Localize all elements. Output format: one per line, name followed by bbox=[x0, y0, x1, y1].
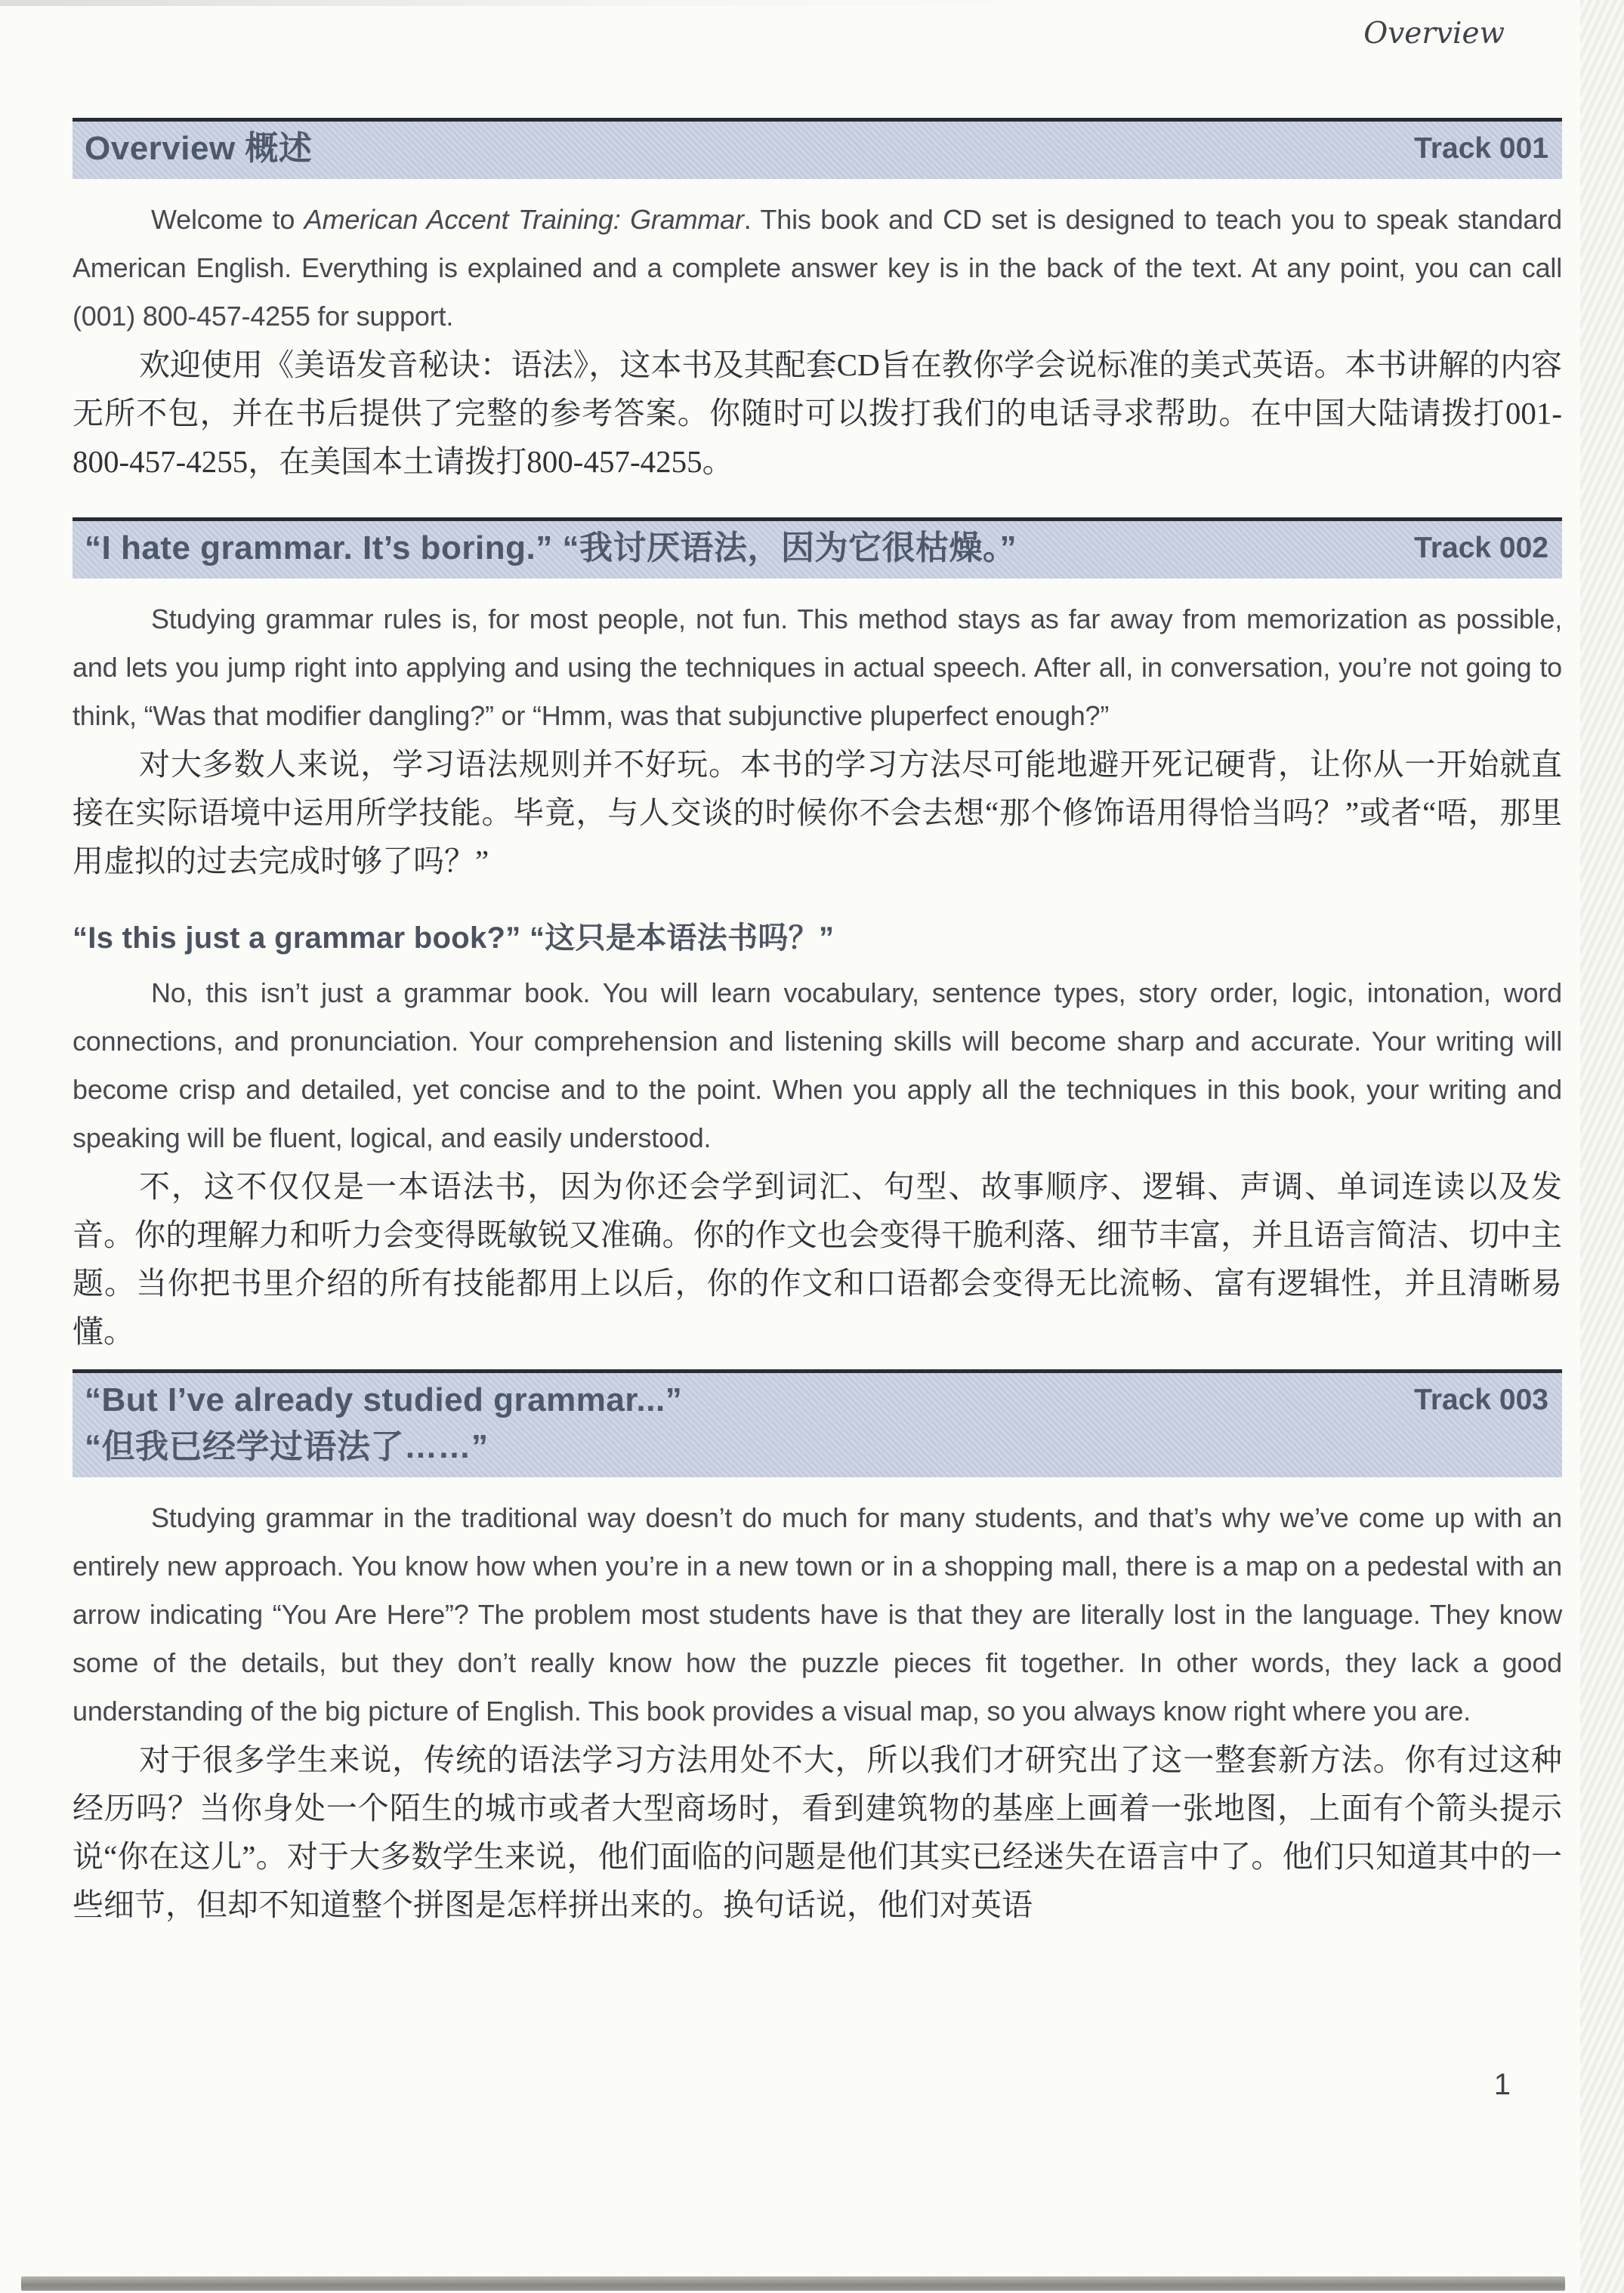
paragraph-en bbox=[73, 196, 1562, 341]
section-title: “I hate grammar. It’s boring.” “我讨厌语法，因为它很枯燥。” bbox=[85, 529, 1017, 566]
section-2 bbox=[73, 517, 1562, 885]
track-label: Track 001 bbox=[1414, 132, 1548, 165]
running-head: Overview bbox=[1363, 17, 1505, 51]
text-run: Welcome to bbox=[151, 204, 304, 235]
section-title: Overview 概述 bbox=[85, 130, 313, 167]
text-run: 对大多数人来说，学习语法规则并不好玩。本书的学习方法尽可能地避开死记硬背，让你从一开始就直接在实际语境中运用所学技能。毕竟，与人交谈的时候你不会去想“那个修饰语用得恰当吗？”或者“唔，那里用虚拟的过去完成时够了吗？” bbox=[73, 747, 1562, 878]
paragraph-en bbox=[73, 969, 1562, 1162]
sub-heading: “Is this just a grammar book?” “这只是本语法书吗？” bbox=[73, 921, 835, 955]
content-column bbox=[73, 0, 1562, 1929]
italic-book-title: American Accent Training: Grammar bbox=[304, 204, 744, 235]
section-title: “But I’ve already studied grammar...” bbox=[85, 1381, 683, 1418]
paragraph-zh bbox=[73, 1162, 1562, 1356]
bar-titles bbox=[85, 525, 1391, 572]
page-number: 1 bbox=[1493, 2068, 1511, 2101]
section-3 bbox=[73, 914, 1562, 1356]
bar-titles bbox=[85, 125, 1391, 172]
text-run: 欢迎使用《美语发音秘诀：语法》，这本书及其配套CD旨在教你学会说标准的美式英语。本书讲解的内容无所不包，并在书后提供了完整的参考答案。你随时可以拨打我们的电话寻求帮助。在中国大陆请拨打001-800-457-4255，在美国本土请拨打800-457-4255。 bbox=[73, 347, 1562, 479]
text-run: 不，这不仅仅是一本语法书，因为你还会学到词汇、句型、故事顺序、逻辑、声调、单词连读以及发音。你的理解力和听力会变得既敏锐又准确。你的作文也会变得干脆利落、细节丰富，并且语言简洁、切中主题。当你把书里介绍的所有技能都用上以后，你的作文和口语都会变得无比流畅、富有逻辑性，并且清晰易懂。 bbox=[73, 1169, 1562, 1349]
section-header-bar bbox=[73, 517, 1562, 579]
scan-bottom-shadow bbox=[21, 2276, 1565, 2291]
section-title: “但我已经学过语法了……” bbox=[85, 1428, 489, 1465]
section-1 bbox=[73, 118, 1562, 486]
text-run: Studying grammar in the traditional way doesn’t do much for many students, and that’s why we’ve come up with an entirely new approach. You know how when you’re in a new town or in a shopping mall, there is a map on a pedestal with an arrow indicating “You Are Here”? The problem most students have is that they are literally lost in the language. They know some of the details, but they don’t really know how the puzzle pieces fit together. In other words, they lack a good understanding of the big picture of English. This book provides a visual map, so you always know right where you are. bbox=[73, 1502, 1562, 1727]
paragraph-zh bbox=[73, 1736, 1562, 1929]
section-header-bar bbox=[73, 118, 1562, 179]
paragraph-zh bbox=[73, 341, 1562, 486]
page-edge-texture bbox=[1580, 0, 1624, 2293]
paragraph-en bbox=[73, 1494, 1562, 1736]
track-label: Track 003 bbox=[1414, 1384, 1548, 1416]
paragraph-zh bbox=[73, 740, 1562, 885]
text-run: Studying grammar rules is, for most people, not fun. This method stays as far away from memorization as possible, and lets you jump right into applying and using the techniques in actual speech. After all, in conversation, you’re not going to think, “Was that modifier dangling?” or “Hmm, was that subjunctive pluperfect enough?” bbox=[73, 603, 1562, 731]
paragraph-en bbox=[73, 595, 1562, 740]
section-header-bar bbox=[73, 1369, 1562, 1477]
section-4 bbox=[73, 1369, 1562, 1929]
bar-titles bbox=[85, 1377, 1391, 1471]
track-label: Track 002 bbox=[1414, 532, 1548, 564]
text-run: No, this isn’t just a grammar book. You will learn vocabulary, sentence types, story order, logic, intonation, word connections, and pronunciation. Your comprehension and listening skills will become sharp and accurate. Your writing will become crisp and detailed, yet concise and to the point. When you apply all the techniques in this book, your writing and speaking will be fluent, logical, and easily understood. bbox=[73, 977, 1562, 1153]
text-run: . This book and CD set is designed to teach you to speak standard American English. Everything is explained and a complete answer key is in the back of the text. At any point, you can call (001) 800-457-4255 for support. bbox=[73, 204, 1562, 332]
text-run: 对于很多学生来说，传统的语法学习方法用处不大，所以我们才研究出了这一整套新方法。你有过这种经历吗？当你身处一个陌生的城市或者大型商场时，看到建筑物的基座上画着一张地图，上面有个箭头提示说“你在这儿”。对于大多数学生来说，他们面临的问题是他们其实已经迷失在语言中了。他们只知道其中的一些细节，但却不知道整个拼图是怎样拼出来的。换句话说，他们对英语 bbox=[73, 1742, 1562, 1922]
